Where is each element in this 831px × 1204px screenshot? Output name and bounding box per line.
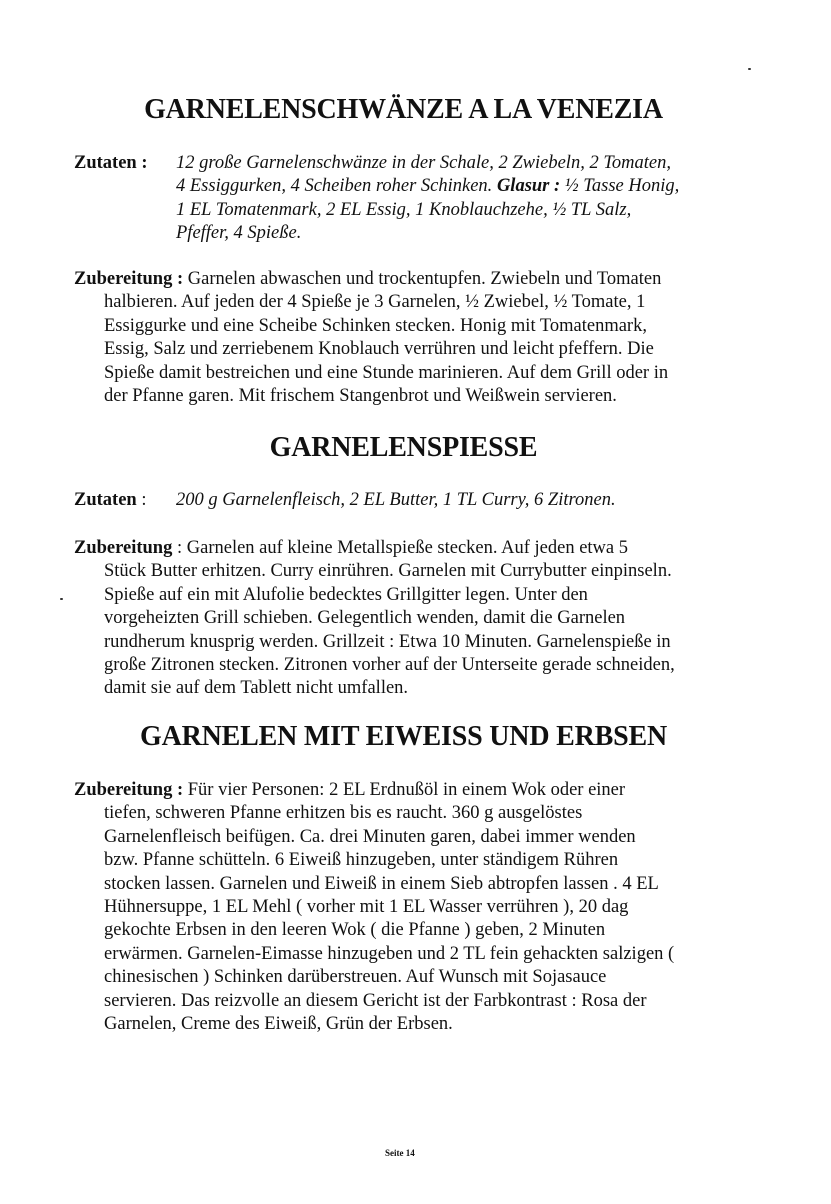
scan-speck bbox=[60, 598, 63, 600]
preparation-line: vorgeheizten Grill schieben. Gelegentlich wenden, damit die Garnelen bbox=[104, 608, 626, 629]
glaze-label: Glasur : bbox=[496, 176, 561, 197]
preparation-line: rundherum knusprig werden. Grillzeit : Etwa 10 Minuten. Garnelenspieße in bbox=[104, 631, 671, 652]
preparation-line: erwärmen. Garnelen-Eimasse hinzugeben und 2 TL fein gehackten salzigen ( bbox=[104, 943, 675, 964]
preparation-line bbox=[74, 537, 754, 560]
preparation-text bbox=[74, 268, 754, 408]
ingredients-line: 1 EL Tomatenmark, 2 EL Essig, 1 Knoblauchzehe, ½ TL Salz, bbox=[176, 199, 632, 220]
ingredients-label-colon: : bbox=[141, 490, 147, 510]
preparation-line: Stück Butter erhitzen. Curry einrühren. Garnelen mit Currybutter einpinseln. bbox=[104, 561, 672, 582]
ingredients-line-part: 4 Essiggurken, 4 Scheiben roher Schinken. bbox=[176, 176, 493, 197]
preparation-line: der Pfanne garen. Mit frischem Stangenbrot und Weißwein servieren. bbox=[104, 386, 617, 407]
ingredients-line: Pfeffer, 4 Spieße. bbox=[176, 223, 302, 244]
preparation-line bbox=[74, 268, 754, 291]
scan-speck bbox=[748, 68, 751, 70]
preparation-label: Zubereitung : bbox=[74, 780, 184, 800]
preparation-line: halbieren. Auf jeden der 4 Spieße je 3 Garnelen, ½ Zwiebel, ½ Tomate, 1 bbox=[104, 292, 646, 313]
preparation-line: gekochte Erbsen in den leeren Wok ( die Pfanne ) geben, 2 Minuten bbox=[104, 920, 606, 941]
ingredients-label: Zutaten : bbox=[74, 153, 148, 173]
preparation-label: Zubereitung : bbox=[74, 269, 184, 289]
preparation-line: Garnelenfleisch beifügen. Ca. drei Minuten garen, dabei immer wenden bbox=[104, 826, 636, 847]
preparation-label-colon: : bbox=[176, 538, 183, 558]
preparation-text bbox=[74, 537, 754, 701]
preparation-line: tiefen, schweren Pfanne erhitzen bis es raucht. 360 g ausgelöstes bbox=[104, 803, 583, 824]
ingredients-text bbox=[176, 152, 776, 246]
preparation-line: bzw. Pfanne schütteln. 6 Eiweiß hinzugeben, unter ständigem Rühren bbox=[104, 850, 619, 871]
preparation-line-text: Garnelen abwaschen und trockentupfen. Zwiebeln und Tomaten bbox=[187, 269, 662, 289]
preparation-line: Garnelen, Creme des Eiweiß, Grün der Erbsen. bbox=[104, 1014, 453, 1035]
preparation-label: Zubereitung bbox=[74, 538, 173, 558]
preparation-text bbox=[74, 779, 754, 1036]
preparation-line: stocken lassen. Garnelen und Eiweiß in einem Sieb abtropfen lassen . 4 EL bbox=[104, 873, 659, 894]
preparation-line: Hühnersuppe, 1 EL Mehl ( vorher mit 1 EL Wasser verrühren ), 20 dag bbox=[104, 897, 629, 918]
ingredients-text bbox=[176, 489, 776, 512]
preparation-line: Essiggurke und eine Scheibe Schinken stecken. Honig mit Tomatenmark, bbox=[104, 315, 647, 336]
ingredients-line-part: ½ Tasse Honig, bbox=[564, 176, 680, 197]
ingredients-label-word: Zutaten bbox=[74, 490, 137, 510]
preparation-line: große Zitronen stecken. Zitronen vorher auf der Unterseite gerade schneiden, bbox=[104, 655, 675, 676]
ingredients-label bbox=[74, 489, 146, 512]
preparation-line: servieren. Das reizvolle an diesem Gericht ist der Farbkontrast : Rosa der bbox=[104, 990, 647, 1011]
recipe-title: GARNELENSCHWÄNZE A LA VENEZIA bbox=[144, 94, 663, 125]
preparation-line: Spieße auf ein mit Alufolie bedecktes Grillgitter legen. Unter den bbox=[104, 584, 588, 605]
ingredients-line bbox=[176, 175, 776, 198]
preparation-line-text: Für vier Personen: 2 EL Erdnußöl in einem Wok oder einer bbox=[187, 780, 626, 800]
recipe-title: GARNELEN MIT EIWEISS UND ERBSEN bbox=[140, 721, 667, 752]
preparation-line bbox=[74, 779, 754, 802]
preparation-line: Spieße damit bestreichen und eine Stunde marinieren. Auf dem Grill oder in bbox=[104, 362, 669, 383]
preparation-line: damit sie auf dem Tablett nicht umfallen. bbox=[104, 678, 409, 699]
preparation-line-text: Garnelen auf kleine Metallspieße stecken. Auf jeden etwa 5 bbox=[186, 538, 629, 558]
recipe-title: GARNELENSPIESSE bbox=[269, 432, 538, 463]
page-number: Seite 14 bbox=[385, 1148, 415, 1158]
preparation-line: chinesischen ) Schinken darüberstreuen. Auf Wunsch mit Sojasauce bbox=[104, 967, 607, 988]
ingredients-line: 12 große Garnelenschwänze in der Schale, 2 Zwiebeln, 2 Tomaten, bbox=[176, 153, 672, 173]
ingredients-line: 200 g Garnelenfleisch, 2 EL Butter, 1 TL Curry, 6 Zitronen. bbox=[176, 490, 616, 510]
preparation-line: Essig, Salz und zerriebenem Knoblauch verrühren und leicht pfeffern. Die bbox=[104, 339, 654, 360]
